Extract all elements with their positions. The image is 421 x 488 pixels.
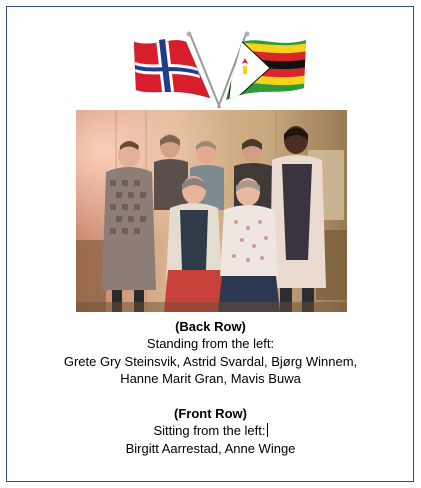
text-cursor: [267, 423, 268, 437]
zimbabwe-flag-icon: [223, 28, 312, 112]
back-row-subheading: Standing from the left:: [146, 336, 275, 352]
front-row-subheading: Sitting from the left:: [153, 423, 266, 439]
back-row-names-line2: Hanne Marit Gran, Mavis Buwa: [120, 371, 301, 387]
crossed-flags: [128, 28, 312, 112]
blank-line: [0, 388, 421, 405]
norway-flag-icon: [134, 38, 210, 98]
front-row-subheading-line[interactable]: [0, 422, 421, 439]
front-row-heading: (Front Row): [174, 406, 247, 422]
front-row-names: Birgitt Aarrestad, Anne Winge: [125, 440, 296, 456]
group-photo: [76, 110, 347, 312]
back-row-heading: (Back Row): [175, 319, 246, 334]
back-row-names-line1: Grete Gry Steinsvik, Astrid Svardal, Bjørg Winnem,: [63, 353, 358, 369]
photo-caption: [0, 318, 421, 457]
